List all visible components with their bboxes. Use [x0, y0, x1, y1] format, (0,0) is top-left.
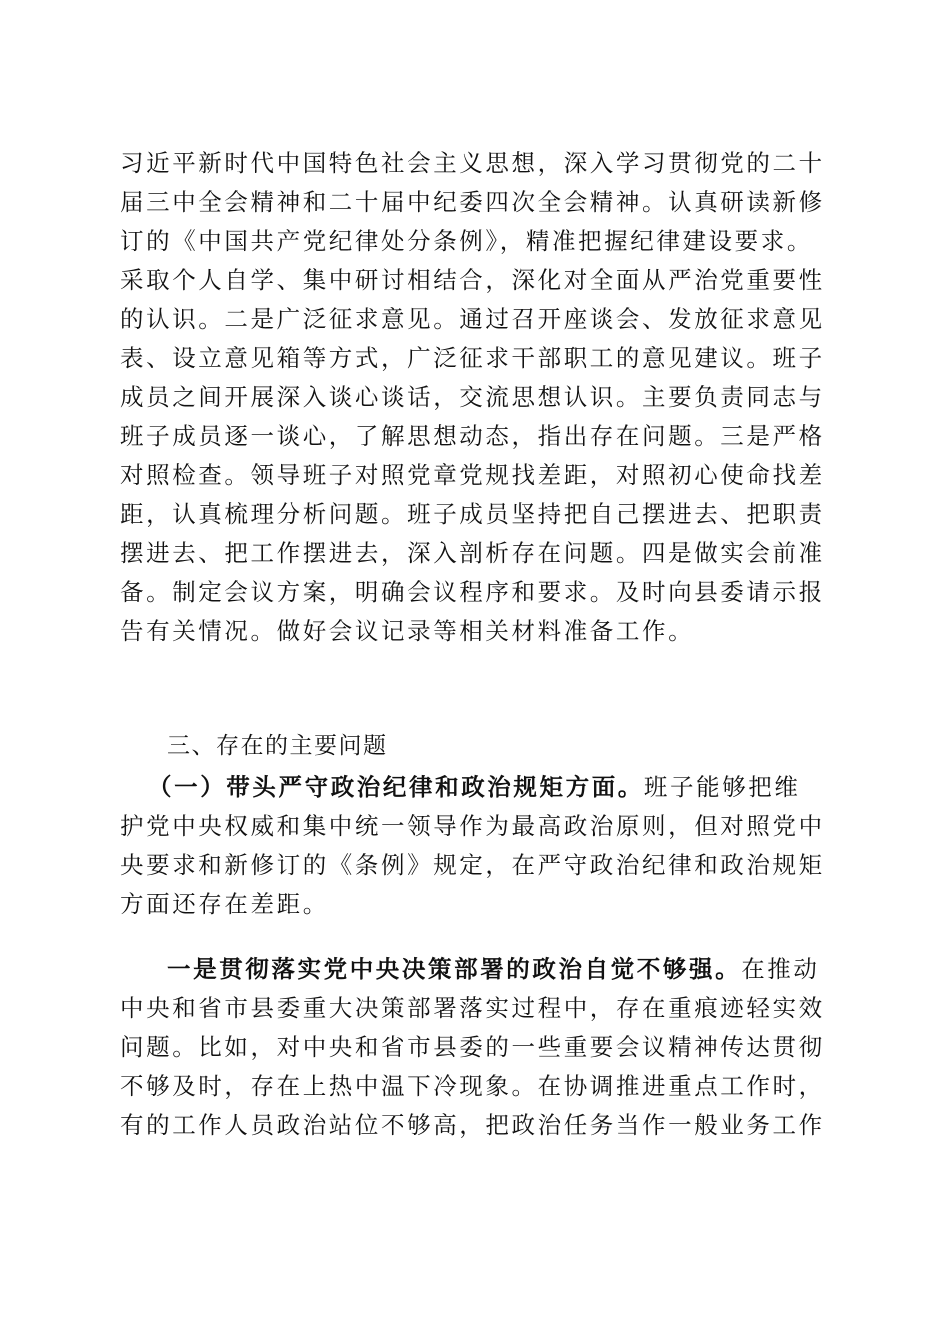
text-line: 摆进去、把工作摆进去，深入剖析存在问题。四是做实会前准	[120, 539, 825, 567]
text-line: 中央和省市县委重大决策部署落实过程中，存在重痕迹轻实效	[120, 994, 825, 1022]
text-line: 届三中全会精神和二十届中纪委四次全会精神。认真研读新修	[120, 188, 825, 216]
text-line: 习近平新时代中国特色社会主义思想，深入学习贯彻党的二十	[120, 149, 825, 177]
text-line: 订的《中国共产党纪律处分条例》，精准把握纪律建设要求。	[120, 227, 813, 255]
text-line: 方面还存在差距。	[120, 890, 329, 918]
paragraph-point-1	[120, 950, 830, 1145]
text-line: 问题。比如，对中央和省市县委的一些重要会议精神传达贯彻	[120, 1033, 825, 1061]
text-line: 对照检查。领导班子对照党章党规找差距，对照初心使命找差	[120, 461, 825, 489]
text-line: 距，认真梳理分析问题。班子成员坚持把自己摆进去、把职责	[120, 500, 825, 528]
section-heading: 三、存在的主要问题	[167, 733, 388, 759]
text-line: 表、设立意见箱等方式，广泛征求干部职工的意见建议。班子	[120, 344, 825, 372]
text-line: 央要求和新修订的《条例》规定，在严守政治纪律和政治规矩	[120, 851, 825, 879]
text-line: 成员之间开展深入谈心谈话，交流思想认识。主要负责同志与	[120, 383, 825, 411]
subsection-title: （一）带头严守政治纪律和政治规矩方面。	[148, 773, 644, 801]
text-line: 备。制定会议方案，明确会议程序和要求。及时向县委请示报	[120, 578, 825, 606]
point-title: 一是贯彻落实党中央决策部署的政治自觉不够强。	[167, 955, 742, 983]
text-segment: 班子能够把维	[643, 773, 801, 801]
text-line: 护党中央权威和集中统一领导作为最高政治原则，但对照党中	[120, 812, 825, 840]
text-line	[120, 950, 830, 989]
section-heading-block	[120, 727, 830, 766]
paragraph-preparation	[120, 144, 830, 651]
text-line: 的认识。二是广泛征求意见。通过召开座谈会、发放征求意见	[120, 305, 825, 333]
text-line	[120, 768, 830, 807]
text-line: 告有关情况。做好会议记录等相关材料准备工作。	[120, 617, 695, 645]
text-line: 采取个人自学、集中研讨相结合，深化对全面从严治党重要性	[120, 266, 825, 294]
text-line: 不够及时，存在上热中温下冷现象。在协调推进重点工作时，	[120, 1072, 825, 1100]
paragraph-section-1	[120, 768, 830, 924]
text-segment: 在推动	[741, 955, 820, 983]
text-line: 班子成员逐一谈心，了解思想动态，指出存在问题。三是严格	[120, 422, 825, 450]
text-line: 有的工作人员政治站位不够高，把政治任务当作一般业务工作	[120, 1111, 825, 1139]
